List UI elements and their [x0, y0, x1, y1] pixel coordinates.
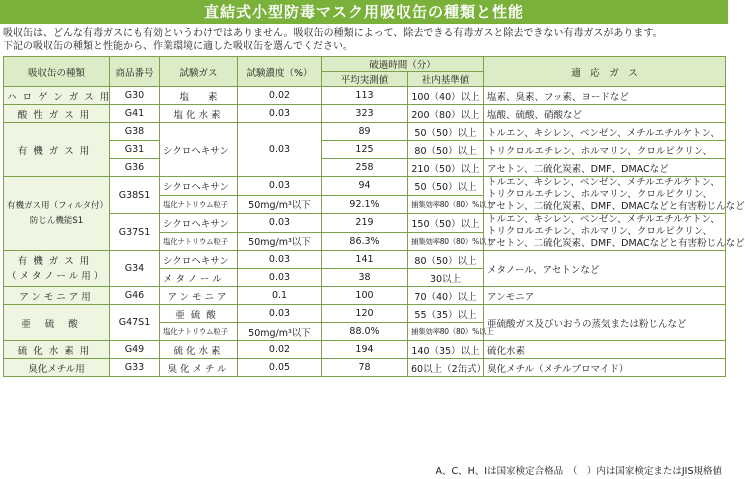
table-row [4, 305, 726, 323]
conc-cell: 50mg/m³以下 [238, 195, 322, 214]
avg-cell: 38 [322, 269, 408, 287]
std-cell: 55（35）以上 [408, 305, 484, 323]
page-title: 直結式小型防毒マスク用吸収缶の種類と性能 [0, 0, 728, 24]
gas-cell: 硫化水素 [160, 341, 238, 359]
type-line-1: 有機ガス用（フィルタ付） [7, 200, 108, 211]
applicable-cell: 硫化水素 [484, 341, 726, 359]
header-test-gas: 試験ガス [160, 57, 238, 87]
std-cell: 50（50）以上 [408, 123, 484, 141]
gas-cell: 亜硫酸 [160, 305, 238, 323]
type-line-2: 防じん機能S1 [29, 215, 84, 226]
model-cell: G46 [110, 287, 160, 305]
type-line-1: 有機ガス用 [17, 255, 96, 267]
applicable-cell: トルエン、キシレン、ベンゼン、メチルエチルケトン、 [484, 123, 726, 141]
model-cell: G34 [110, 251, 160, 287]
applicable-cell: アンモニア [484, 287, 726, 305]
type-line-2: （メタノール用） [7, 270, 107, 282]
applicable-cell [484, 177, 745, 214]
intro-line-1: 吸収缶は、どんな有毒ガスにも有効というわけではありません。吸収缶の種類によって、除去できる有毒ガスと除去できない有毒ガスがあります。 [3, 28, 663, 39]
std-cell: 30以上 [408, 269, 484, 287]
gas-cell: シクロヘキサン [160, 251, 238, 269]
std-cell: 200（80）以上 [408, 105, 484, 123]
conc-cell: 0.02 [238, 87, 322, 105]
avg-cell: 141 [322, 251, 408, 269]
std-cell: 100（40）以上 [408, 87, 484, 105]
avg-cell: 78 [322, 359, 408, 377]
model-cell: G38S1 [110, 177, 160, 214]
std-cell: 捕集効率80（80）%以上 [408, 323, 484, 341]
applicable-line: トルエン、キシレン、ベンゼン、メチルエチルケトン、 [487, 177, 720, 188]
type-cell [4, 177, 110, 251]
std-cell: 50（50）以上 [408, 177, 484, 196]
avg-cell: 89 [322, 123, 408, 141]
std-cell: 80（50）以上 [408, 251, 484, 269]
applicable-cell: アセトン、二硫化炭素、DMF、DMACなど [484, 159, 726, 177]
applicable-cell: 塩酸、硫酸、硝酸など [484, 105, 726, 123]
header-applicable: 適 応 ガ ス [484, 57, 726, 87]
header-standard: 社内基準値 [408, 72, 484, 87]
applicable-cell [484, 214, 745, 251]
table-row [4, 341, 726, 359]
gas-cell: シクロヘキサン [160, 123, 238, 177]
applicable-cell: トリクロルエチレン、ホルマリン、クロルピクリン、 [484, 141, 726, 159]
avg-cell: 125 [322, 141, 408, 159]
footnote: A、C、H、Iは国家検定合格品 （ ）内は国家検定またはJIS規格値 [435, 466, 722, 477]
std-cell: 150（50）以上 [408, 214, 484, 233]
applicable-line: アセトン、二硫化炭素、DMF、DMACなどと有害粉じんなど [487, 201, 745, 212]
type-cell: 臭化メチル用 [4, 359, 110, 377]
model-cell: G31 [110, 141, 160, 159]
gas-cell: アンモニア [160, 287, 238, 305]
model-cell: G38 [110, 123, 160, 141]
type-cell: 亜硫酸 [4, 305, 110, 341]
table-row [4, 87, 726, 105]
avg-cell: 86.3% [322, 232, 408, 251]
avg-cell: 113 [322, 87, 408, 105]
table-row [4, 159, 726, 177]
applicable-cell: 臭化メチル（メチルブロマイド） [484, 359, 726, 377]
conc-cell: 50mg/m³以下 [238, 232, 322, 251]
std-cell: 捕集効率80（80）%以上 [408, 195, 484, 214]
type-cell: アンモニア用 [4, 287, 110, 305]
gas-cell: 塩化ナトリウム粒子 [160, 195, 238, 214]
applicable-cell: 亜硫酸ガス及びいおうの蒸気または粉じんなど [484, 305, 726, 341]
table-row [4, 177, 726, 196]
model-cell: G37S1 [110, 214, 160, 251]
conc-cell: 0.1 [238, 287, 322, 305]
conc-cell: 0.05 [238, 359, 322, 377]
conc-cell: 0.03 [238, 214, 322, 233]
type-cell: 硫化水素用 [4, 341, 110, 359]
conc-cell: 0.03 [238, 269, 322, 287]
table-row [4, 214, 726, 233]
avg-cell: 120 [322, 305, 408, 323]
avg-cell: 92.1% [322, 195, 408, 214]
avg-cell: 100 [322, 287, 408, 305]
intro-line-2: 下記の吸収缶の種類と性能から、作業環境に適した吸収缶を選んでください。 [3, 41, 353, 52]
model-cell: G49 [110, 341, 160, 359]
model-cell: G33 [110, 359, 160, 377]
header-concentration: 試験濃度（%） [238, 57, 322, 87]
std-cell: 60以上（2缶式） [408, 359, 484, 377]
table-row [4, 105, 726, 123]
table-row [4, 123, 726, 141]
std-cell: 210（50）以上 [408, 159, 484, 177]
conc-cell: 0.03 [238, 123, 322, 177]
conc-cell: 50mg/m³以下 [238, 323, 322, 341]
conc-cell: 0.02 [238, 341, 322, 359]
gas-cell: 臭化メチル [160, 359, 238, 377]
type-cell [4, 251, 110, 287]
conc-cell: 0.03 [238, 177, 322, 196]
avg-cell: 258 [322, 159, 408, 177]
std-cell: 70（40）以上 [408, 287, 484, 305]
gas-cell: 塩化ナトリウム粒子 [160, 323, 238, 341]
conc-cell: 0.03 [238, 105, 322, 123]
std-cell: 捕集効率80（80）%以上 [408, 232, 484, 251]
avg-cell: 88.0% [322, 323, 408, 341]
std-cell: 140（35）以上 [408, 341, 484, 359]
model-cell: G30 [110, 87, 160, 105]
conc-cell: 0.03 [238, 251, 322, 269]
table-row [4, 287, 726, 305]
canister-spec-table [3, 56, 745, 377]
gas-cell: シクロヘキサン [160, 177, 238, 196]
table-row [4, 251, 726, 269]
gas-cell: 塩化ナトリウム粒子 [160, 232, 238, 251]
model-cell: G41 [110, 105, 160, 123]
conc-cell: 0.03 [238, 305, 322, 323]
type-cell: 酸性ガス用 [4, 105, 110, 123]
header-breakthrough: 破過時間（分） [322, 57, 484, 72]
model-cell: G36 [110, 159, 160, 177]
header-model: 商品番号 [110, 57, 160, 87]
avg-cell: 194 [322, 341, 408, 359]
table-row [4, 359, 726, 377]
applicable-line: トルエン、キシレン、ベンゼン、メチルエチルケトン、 [487, 214, 720, 225]
gas-cell: 塩 素 [160, 87, 238, 105]
avg-cell: 94 [322, 177, 408, 196]
gas-cell: シクロヘキサン [160, 214, 238, 233]
applicable-line: トリクロルエチレン、ホルマリン、クロルピクリン、 [487, 226, 713, 237]
header-type: 吸収缶の種類 [4, 57, 110, 87]
type-cell: ハロゲンガス用 [4, 87, 110, 105]
avg-cell: 219 [322, 214, 408, 233]
applicable-cell: 塩素、臭素、フッ素、ヨードなど [484, 87, 726, 105]
model-cell: G47S1 [110, 305, 160, 341]
applicable-line: トリクロルエチレン、ホルマリン、クロルピクリン、 [487, 189, 713, 200]
avg-cell: 323 [322, 105, 408, 123]
type-cell: 有機ガス用 [4, 123, 110, 177]
gas-cell: メタノール [160, 269, 238, 287]
applicable-cell: メタノール、アセトンなど [484, 251, 726, 287]
applicable-line: アセトン、二硫化炭素、DMF、DMACなどと有害粉じんなど [487, 238, 745, 249]
std-cell: 80（50）以上 [408, 141, 484, 159]
header-avg: 平均実測値 [322, 72, 408, 87]
table-row [4, 141, 726, 159]
gas-cell: 塩化水素 [160, 105, 238, 123]
